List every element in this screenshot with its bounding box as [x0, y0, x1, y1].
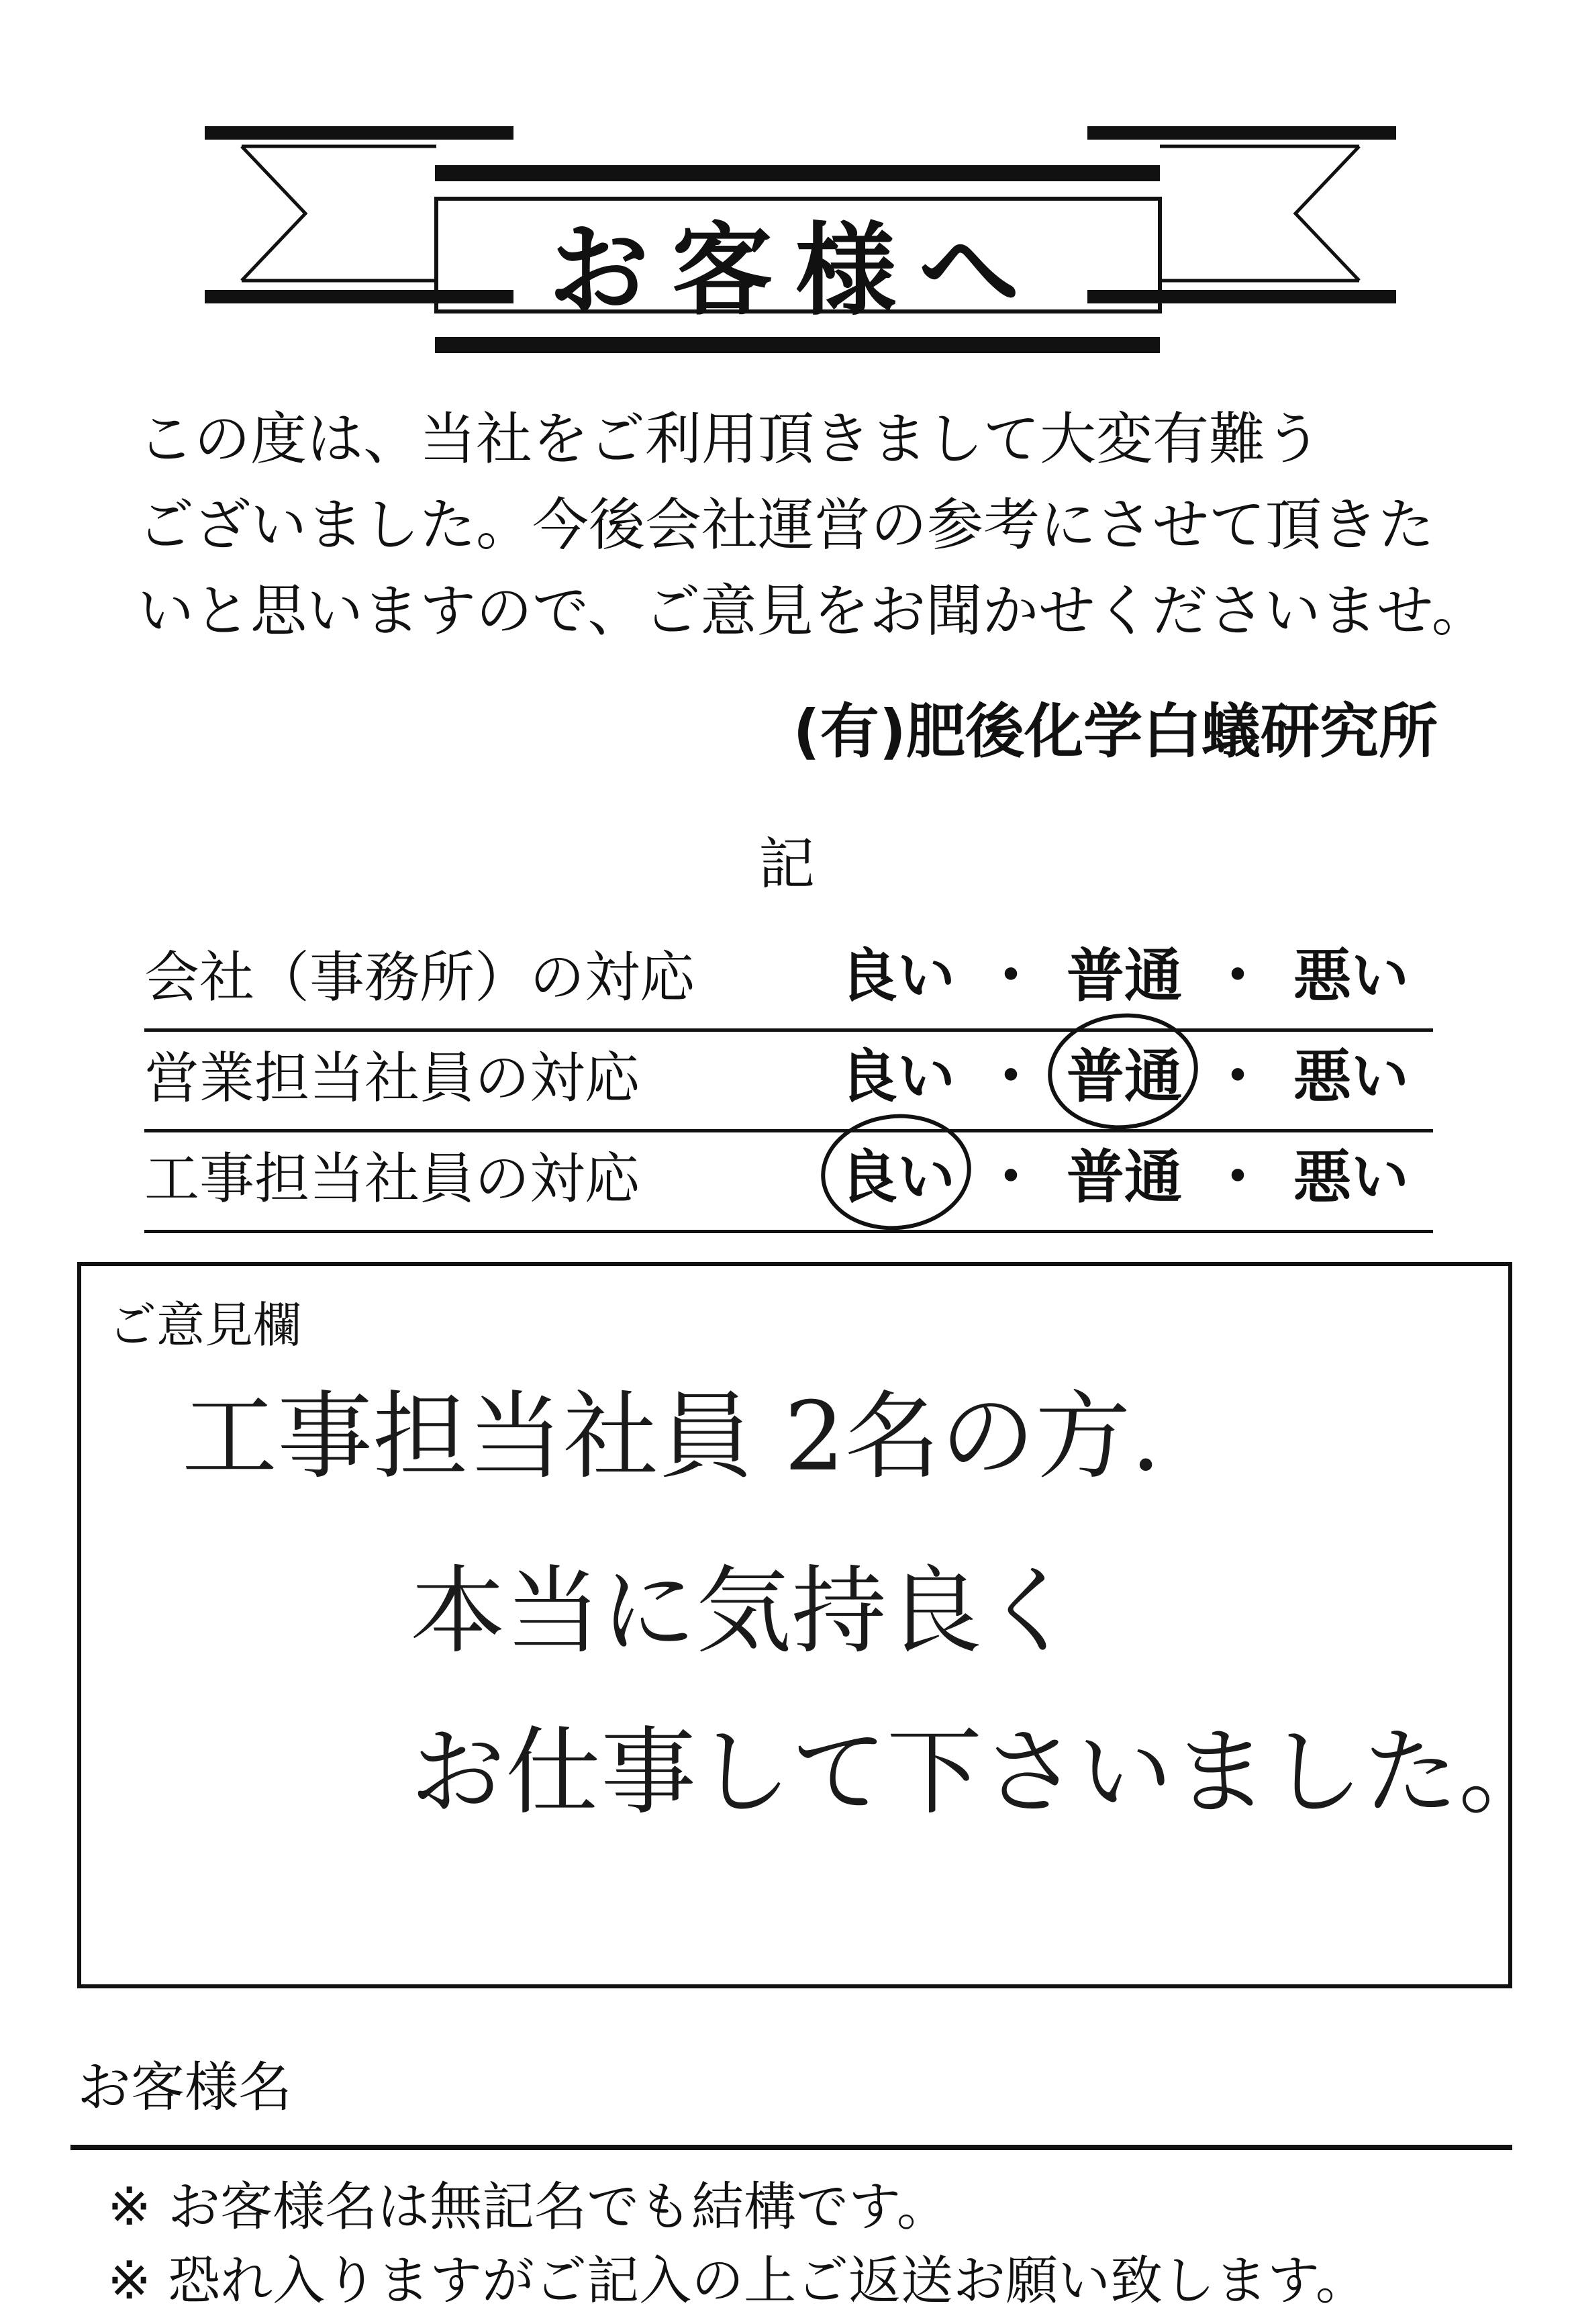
- rating-separator: ・: [982, 1144, 1040, 1211]
- rating-options: [836, 929, 1413, 1012]
- survey-row-office: [144, 928, 1433, 1032]
- rating-option-average[interactable]: 普通: [1067, 1144, 1182, 1211]
- rating-options: [836, 1030, 1413, 1113]
- handwritten-comment-line: 本当に気持良く: [410, 1556, 1077, 1667]
- survey-row-sales-staff: [144, 1028, 1433, 1132]
- company-name: (有)肥後化学白蟻研究所: [793, 697, 1438, 766]
- handwritten-comment-line: お仕事して下さいました。: [410, 1717, 1554, 1828]
- survey-row-label: 会社（事務所）の対応: [144, 946, 695, 1010]
- comment-label: ご意見欄: [108, 1297, 302, 1353]
- rating-separator: ・: [1209, 1144, 1267, 1211]
- rating-options: [836, 1130, 1413, 1214]
- customer-name-line[interactable]: [70, 2145, 1512, 2150]
- intro-paragraph: [138, 396, 1488, 654]
- rating-separator: ・: [1209, 1043, 1267, 1110]
- rating-option-good[interactable]: 良い: [840, 1043, 955, 1110]
- intro-line: ございました。今後会社運営の参考にさせて頂きた: [138, 492, 1435, 558]
- rating-option-bad[interactable]: 悪い: [1293, 1043, 1409, 1110]
- survey-row-label: 工事担当社員の対応: [144, 1147, 640, 1211]
- customer-name-label: お客様名: [77, 2056, 292, 2119]
- rating-separator: ・: [982, 942, 1040, 1010]
- rating-separator: ・: [982, 1043, 1040, 1110]
- rating-option-average-selected[interactable]: 普通: [1063, 1030, 1186, 1113]
- rating-option-average[interactable]: 普通: [1067, 942, 1182, 1010]
- note-anonymous: ※ お客様名は無記名でも結構です。: [107, 2177, 949, 2237]
- rating-option-bad[interactable]: 悪い: [1293, 1144, 1409, 1211]
- rating-separator: ・: [1209, 942, 1267, 1010]
- ki-heading: 記: [758, 831, 816, 897]
- note-return: ※ 恐れ入りますがご記入の上ご返送お願い致します。: [107, 2251, 1368, 2311]
- survey-row-construction-staff: [144, 1129, 1433, 1233]
- intro-line: この度は、当社をご利用頂きまして大変有難う: [138, 406, 1322, 472]
- rating-option-bad[interactable]: 悪い: [1293, 942, 1409, 1010]
- handwritten-comment-line: 工事担当社員 2名の方.: [182, 1382, 1161, 1492]
- intro-line: いと思いますので、ご意見をお聞かせくださいませ。: [138, 578, 1488, 644]
- survey-row-label: 営業担当社員の対応: [144, 1047, 640, 1110]
- rating-option-good-selected[interactable]: 良い: [836, 1130, 959, 1214]
- comment-box[interactable]: [77, 1262, 1554, 1988]
- rating-option-good[interactable]: 良い: [840, 942, 955, 1010]
- page-title: お客様へ: [548, 211, 1042, 330]
